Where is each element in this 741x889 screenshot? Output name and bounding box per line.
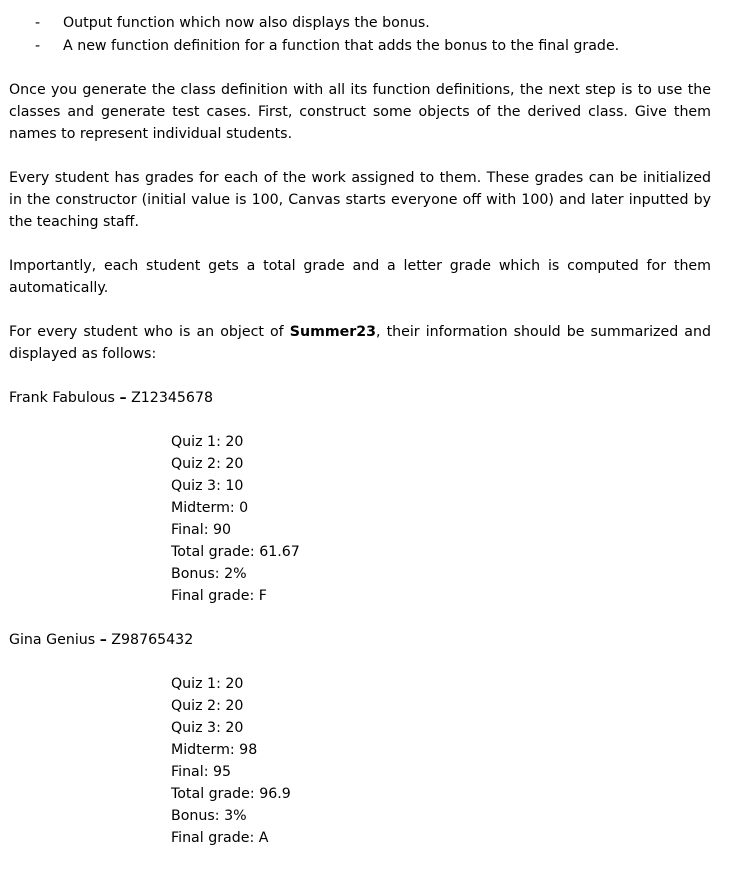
text-run: For every student who is an object of [9, 324, 290, 340]
grade-line: Total grade: 61.67 [171, 544, 300, 560]
dash: – [119, 390, 127, 406]
paragraph-line [9, 321, 711, 343]
bullet-dash: - [35, 15, 41, 31]
text-run: , their information should be summarized and [376, 324, 711, 340]
paragraph-line: Once you generate the class definition with all its function definitions, the next step is to use the [9, 82, 711, 98]
grade-line: Final: 95 [171, 764, 232, 780]
paragraph-line: classes and generate test cases. First, construct some objects of the derived class. Give them [9, 104, 711, 120]
grade-line: Quiz 3: 20 [171, 720, 244, 736]
paragraph-line: automatically. [9, 280, 109, 296]
bullet-item: A new function definition for a function that adds the bonus to the final grade. [63, 38, 620, 54]
student-heading [9, 629, 193, 651]
grade-line: Total grade: 96.9 [171, 786, 291, 802]
paragraph-line: names to represent individual students. [9, 126, 293, 142]
student-name: Gina Genius [9, 632, 96, 648]
grade-line: Final grade: A [171, 830, 269, 846]
paragraph-line: Every student has grades for each of the work assigned to them. These grades can be initialized [9, 170, 711, 186]
bullet-dash: - [35, 38, 41, 54]
student-id: Z12345678 [131, 390, 213, 406]
paragraph-line: Importantly, each student gets a total grade and a letter grade which is computed for them [9, 258, 711, 274]
grade-line: Quiz 2: 20 [171, 456, 244, 472]
paragraph-line: displayed as follows: [9, 346, 157, 362]
grade-line: Quiz 2: 20 [171, 698, 244, 714]
student-name: Frank Fabulous [9, 390, 115, 406]
grade-line: Midterm: 0 [171, 500, 249, 516]
grade-line: Bonus: 2% [171, 566, 247, 582]
grade-line: Final grade: F [171, 588, 267, 604]
student-heading [9, 387, 213, 409]
class-name-bold: Summer23 [289, 324, 376, 340]
grade-line: Midterm: 98 [171, 742, 258, 758]
grade-line: Final: 90 [171, 522, 232, 538]
student-id: Z98765432 [111, 632, 194, 648]
grade-line: Quiz 1: 20 [171, 434, 244, 450]
dash: – [99, 632, 107, 648]
bullet-item: Output function which now also displays the bonus. [63, 15, 430, 31]
paragraph-line: in the constructor (initial value is 100, Canvas starts everyone off with 100) and later inputted by [9, 192, 711, 208]
grade-line: Bonus: 3% [171, 808, 247, 824]
grade-line: Quiz 3: 10 [171, 478, 244, 494]
grade-line: Quiz 1: 20 [171, 676, 244, 692]
paragraph-line: the teaching staff. [9, 214, 139, 230]
